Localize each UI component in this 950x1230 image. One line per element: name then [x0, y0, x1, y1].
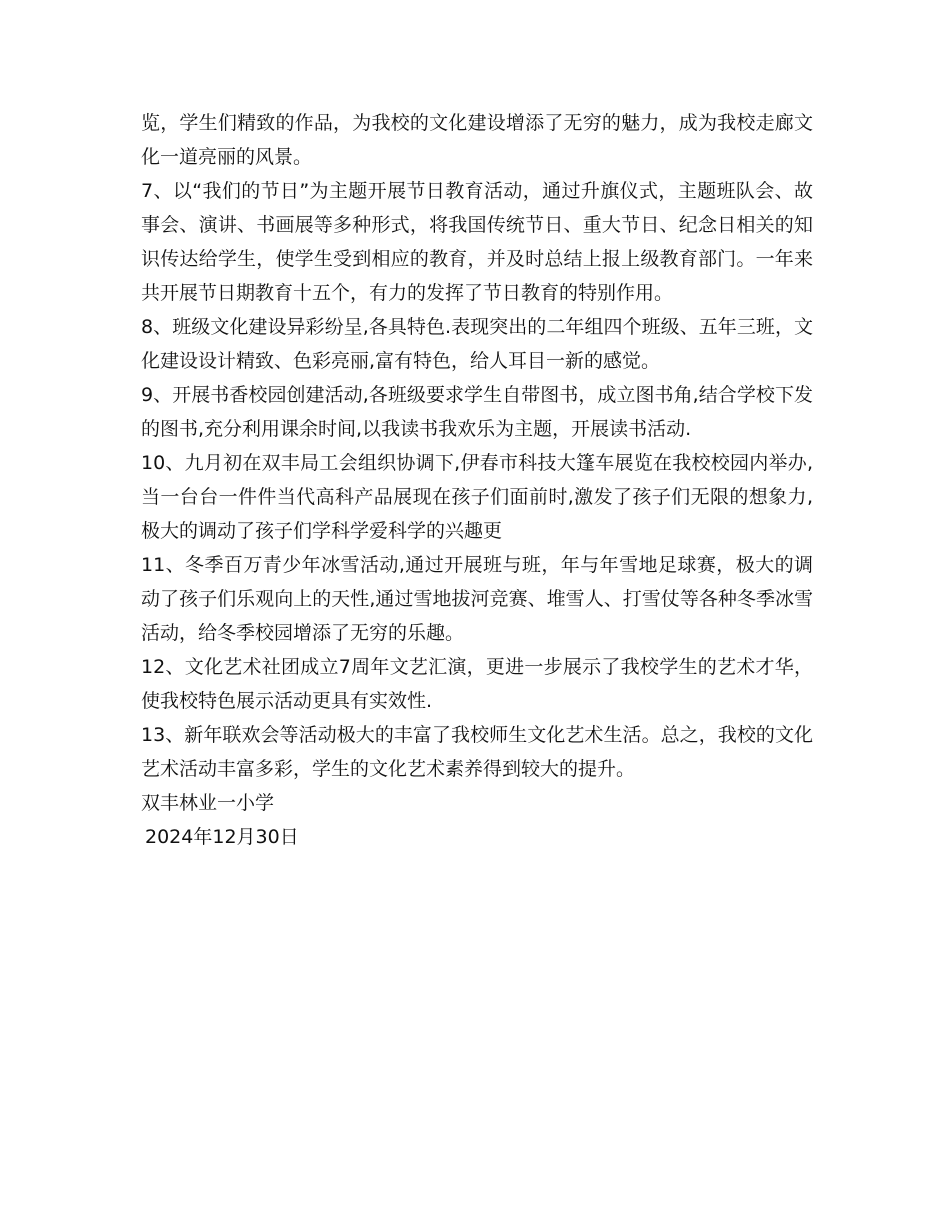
- paragraph-item-9: 9、开展书香校园创建活动,各班级要求学生自带图书，成立图书角,结合学校下发的图书,充分利用课余时间,以我读书我欢乐为主题，开展读书活动.: [141, 384, 813, 440]
- date-line: 2024年12月30日: [145, 826, 299, 848]
- paragraph-item-11: 11、冬季百万青少年冰雪活动,通过开展班与班，年与年雪地足球赛，极大的调动了孩子们乐观向上的天性,通过雪地拔河竞赛、堆雪人、打雪仗等各种冬季冰雪活动，给冬季校园增添了无穷的乐趣。: [141, 554, 813, 644]
- paragraph-item-10: 10、九月初在双丰局工会组织协调下,伊春市科技大篷车展览在我校校园内举办,当一台台一件件当代高科产品展现在孩子们面前时,激发了孩子们无限的想象力,极大的调动了孩子们学科学爱科学的兴趣更: [141, 452, 813, 542]
- signature: 双丰林业一小学: [141, 792, 275, 814]
- paragraph-item-8: 8、班级文化建设异彩纷呈,各具特色.表现突出的二年组四个班级、五年三班，文化建设设计精致、色彩亮丽,富有特色，给人耳目一新的感觉。: [141, 316, 813, 372]
- paragraph-continuation: 览，学生们精致的作品，为我校的文化建设增添了无穷的魅力，成为我校走廊文化一道亮丽的风景。: [141, 112, 813, 168]
- paragraph-item-7: 7、以“我们的节日”为主题开展节日教育活动，通过升旗仪式，主题班队会、故事会、演讲、书画展等多种形式，将我国传统节日、重大节日、纪念日相关的知识传达给学生，使学生受到相应的教育，并及时总结上报上级教育部门。一年来共开展节日期教育十五个，有力的发挥了节日教育的特别作用。: [141, 180, 813, 304]
- paragraph-item-13: 13、新年联欢会等活动极大的丰富了我校师生文化艺术生活。总之，我校的文化艺术活动丰富多彩，学生的文化艺术素养得到较大的提升。: [141, 724, 813, 780]
- document-body: [141, 106, 813, 854]
- paragraph-item-12: 12、文化艺术社团成立7周年文艺汇演，更进一步展示了我校学生的艺术才华，使我校特色展示活动更具有实效性.: [141, 656, 813, 712]
